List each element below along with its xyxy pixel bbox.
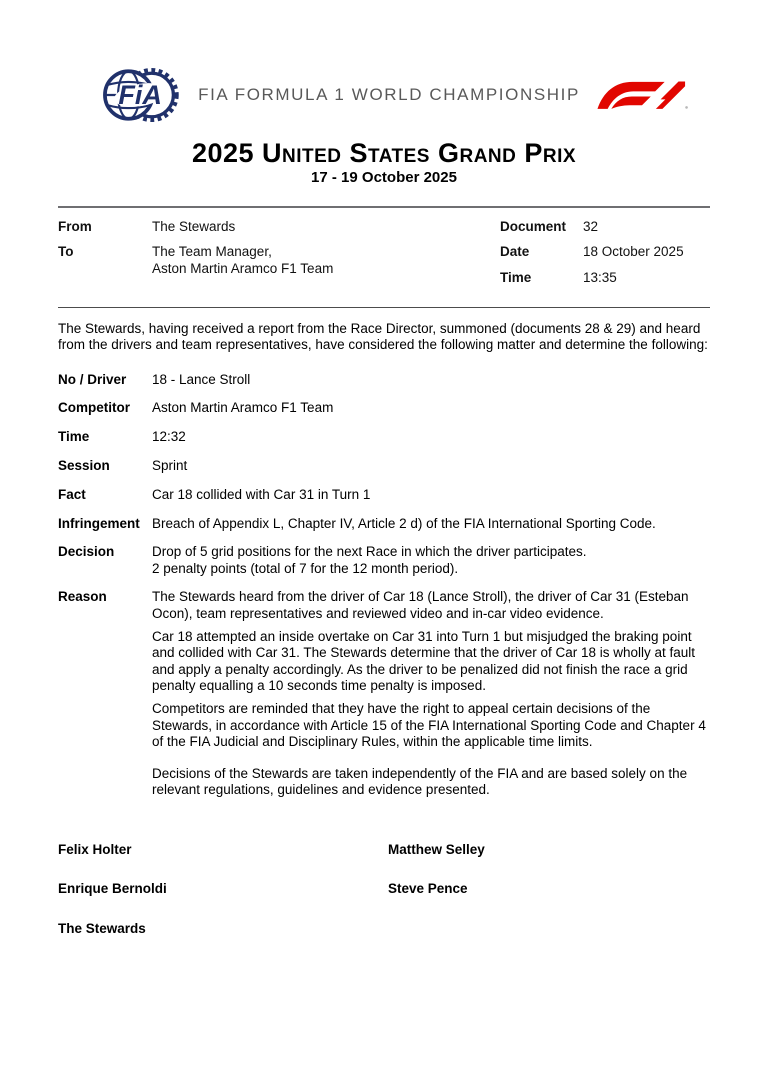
case-fields bbox=[58, 372, 710, 799]
championship-title: FIA FORMULA 1 WORLD CHAMPIONSHIP bbox=[198, 85, 580, 104]
competitor-label: Competitor bbox=[58, 400, 130, 416]
field-row-competitor bbox=[58, 400, 710, 416]
fact-label: Fact bbox=[58, 486, 86, 502]
date-label: Date bbox=[500, 244, 530, 260]
no-driver-value: 18 - Lance Stroll bbox=[152, 371, 251, 387]
session-value: Sprint bbox=[152, 457, 188, 473]
divider-top bbox=[58, 206, 710, 208]
decision-line2: 2 penalty points (total of 7 for the 12 month period). bbox=[152, 560, 459, 576]
signatures-block bbox=[58, 842, 710, 938]
incident-time-label: Time bbox=[58, 429, 90, 445]
session-label: Session bbox=[58, 457, 110, 473]
time-label: Time bbox=[500, 269, 532, 285]
signature-steward-4: Steve Pence bbox=[388, 881, 468, 897]
field-row-infringement bbox=[58, 516, 710, 532]
reason-value bbox=[152, 589, 710, 798]
field-row-decision bbox=[58, 544, 710, 577]
from-label: From bbox=[58, 219, 92, 234]
field-row-no-driver bbox=[58, 372, 710, 388]
to-value bbox=[152, 244, 333, 277]
meta-right-table bbox=[500, 219, 710, 286]
signature-steward-1: Felix Holter bbox=[58, 841, 132, 857]
meta-row-date bbox=[500, 244, 710, 260]
f1-logo-icon bbox=[596, 77, 688, 113]
fia-logo-icon bbox=[100, 62, 182, 128]
intro-paragraph: The Stewards, having received a report from the Race Director, summoned (documents 28 & 29) and heard from the drivers and team representatives, have considered the following matter and determine the following: bbox=[58, 321, 708, 353]
to-value-line1: The Team Manager, bbox=[152, 244, 272, 260]
date-value: 18 October 2025 bbox=[583, 244, 684, 260]
divider-bottom bbox=[58, 307, 710, 308]
reason-label: Reason bbox=[58, 589, 107, 605]
document-value: 32 bbox=[583, 219, 599, 234]
meta-row-document bbox=[500, 219, 710, 235]
field-row-reason bbox=[58, 589, 710, 798]
signature-steward-3: Enrique Bernoldi bbox=[58, 881, 167, 897]
time-value: 13:35 bbox=[583, 269, 617, 285]
reason-paragraph-2: Car 18 attempted an inside overtake on Car 31 into Turn 1 but misjudged the braking point and collided with Car 31. The Stewards determine that the driver of Car 18 is wholly at fault and apply a penalty accordingly. As the driver to be penalized did not finish the race a grid penalty equalling a 10 seconds time penalty is imposed. bbox=[152, 629, 696, 693]
field-row-fact bbox=[58, 487, 710, 503]
to-value-line2: Aston Martin Aramco F1 Team bbox=[152, 260, 334, 276]
meta-table bbox=[58, 219, 710, 307]
decision-line1: Drop of 5 grid positions for the next Race in which the driver participates. bbox=[152, 544, 587, 560]
svg-text:FiA: FiA bbox=[118, 80, 162, 111]
event-title: 2025 United States Grand Prix bbox=[191, 138, 577, 168]
field-row-session bbox=[58, 458, 710, 474]
document-label: Document bbox=[500, 219, 567, 234]
reason-paragraph-1: The Stewards heard from the driver of Car 18 (Lance Stroll), the driver of Car 31 (Esteban Ocon), team representatives and reviewed video and in-car video evidence. bbox=[152, 589, 689, 621]
to-label: To bbox=[58, 244, 74, 260]
header-logo-row bbox=[58, 62, 710, 128]
signature-empty-cell bbox=[388, 921, 710, 938]
reason-paragraph-4: Decisions of the Stewards are taken independently of the FIA and are based solely on the relevant regulations, guidelines and evidence presented. bbox=[152, 766, 688, 798]
infringement-label: Infringement bbox=[58, 515, 140, 531]
field-row-time bbox=[58, 429, 710, 445]
decision-label: Decision bbox=[58, 544, 115, 560]
event-dates: 17 - 19 October 2025 bbox=[311, 169, 457, 186]
from-value: The Stewards bbox=[152, 219, 236, 234]
incident-time-value: 12:32 bbox=[152, 429, 186, 445]
signature-the-stewards: The Stewards bbox=[58, 920, 146, 936]
signature-steward-2: Matthew Selley bbox=[388, 841, 485, 857]
meta-row-time bbox=[500, 270, 710, 286]
infringement-value: Breach of Appendix L, Chapter IV, Article 2 d) of the FIA International Sporting Code. bbox=[152, 515, 656, 531]
competitor-value: Aston Martin Aramco F1 Team bbox=[152, 400, 334, 416]
reason-paragraph-3: Competitors are reminded that they have the right to appeal certain decisions of the Stewards, in accordance with Article 15 of the FIA International Sporting Code and Chapter 4 of the FIA Judicial and Disciplinary Rules, within the applicable time limits. bbox=[152, 701, 706, 749]
fact-value: Car 18 collided with Car 31 in Turn 1 bbox=[152, 486, 371, 502]
no-driver-label: No / Driver bbox=[58, 371, 127, 387]
decision-value bbox=[152, 544, 710, 577]
